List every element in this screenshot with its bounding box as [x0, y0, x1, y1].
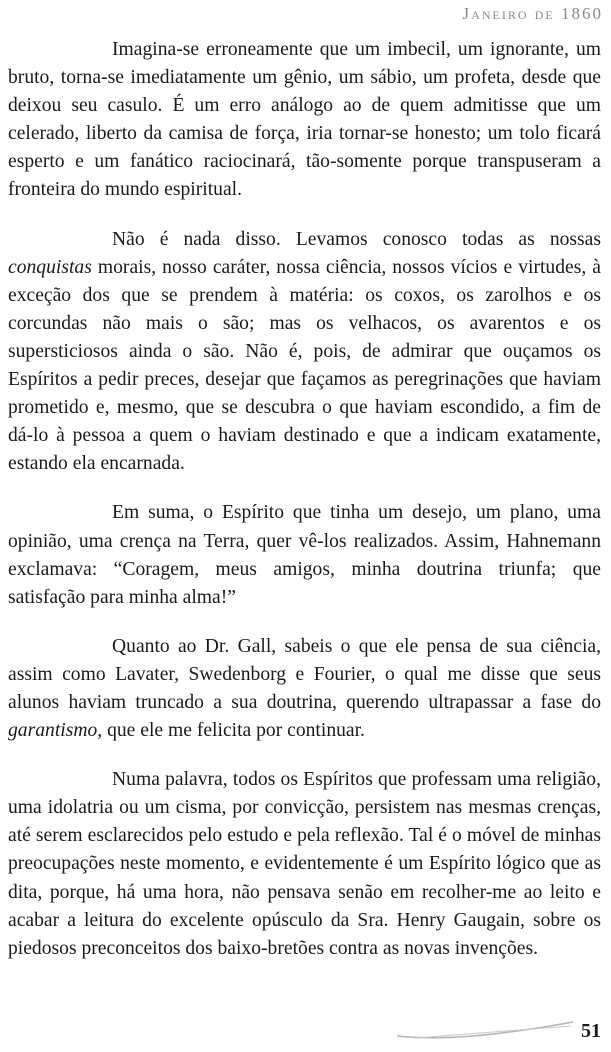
paragraph-2-run-1: Não é nada disso. Levamos conosco todas as nossas — [112, 228, 601, 250]
paragraph-4-italic-term: garantismo — [8, 720, 98, 742]
paragraph-2-run-3: morais, nosso caráter, nossa ciência, nossos vícios e virtudes, à exceção dos que se prendem à matéria: os coxos, os zarolhos e os corcundas não mais o são; mas os velhacos, os avarentos e os supersticiosos ainda o são. Não é, pois, de admirar que ouçamos os Espíritos a pedir preces, desejar que façamos as peregrinações que haviam prometido e, mesmo, que se descubra o que haviam escondido, a fim de dá-lo à pessoa a quem o haviam destinado e que a indicam exatamente, estando ela encarnada. — [8, 256, 601, 475]
running-header: Janeiro de 1860 — [462, 4, 603, 23]
paragraph-5 — [8, 766, 601, 963]
paragraph-4-run-3: , que ele me felicita por continuar. — [97, 720, 365, 742]
paragraph-4-run-1: Quanto ao Dr. Gall, sabeis o que ele pensa de sua ciência, assim como Lavater, Swedenborg e Fourier, o qual me disse que seus alunos haviam truncado a sua doutrina, querendo ultrapassar a fase do — [8, 635, 601, 713]
page-footer — [0, 1010, 611, 1052]
paragraph-1 — [8, 36, 601, 205]
paragraph-3 — [8, 499, 601, 611]
swoosh-ornament-icon — [395, 1018, 575, 1042]
paragraph-2 — [8, 226, 601, 479]
paragraph-5-run-1: Numa palavra, todos os Espíritos que professam uma religião, uma idolatria ou um cisma, por convicção, persistem nas mesmas crenças, até serem esclarecidos pelo estudo e pela reflexão. Tal é o móvel de minhas preocupações neste momento, e evidentemente é um Espírito lógico que as dita, porque, há uma hora, não pensava senão em recolher-me ao leito e acabar a leitura do excelente opúsculo da Sra. Henry Gaugain, sobre os piedosos preconceitos dos baixo-bretões contra as novas invenções. — [8, 769, 601, 959]
paragraph-1-run-1: Imagina-se erroneamente que um imbecil, um ignorante, um bruto, torna-se imediatamente um gênio, um sábio, um profeta, desde que deixou seu casulo. É um erro análogo ao de quem admitisse que um celerado, liberto da camisa de força, iria tornar-se honesto; um tolo ficará esperto e um fanático raciocinará, tão-somente porque transpuseram a fronteira do mundo espiritual. — [8, 39, 601, 201]
paragraph-2-italic-term: conquistas — [8, 256, 92, 278]
paragraph-3-run-1: Em suma, o Espírito que tinha um desejo, um plano, uma opinião, uma crença na Terra, quer vê-los realizados. Assim, Hahnemann exclamava: “Coragem, meus amigos, minha doutrina triunfa; que satisfação para minha alma!” — [8, 502, 601, 608]
page-body — [8, 36, 601, 963]
paragraph-4 — [8, 633, 601, 745]
page-number: 51 — [581, 1020, 601, 1042]
